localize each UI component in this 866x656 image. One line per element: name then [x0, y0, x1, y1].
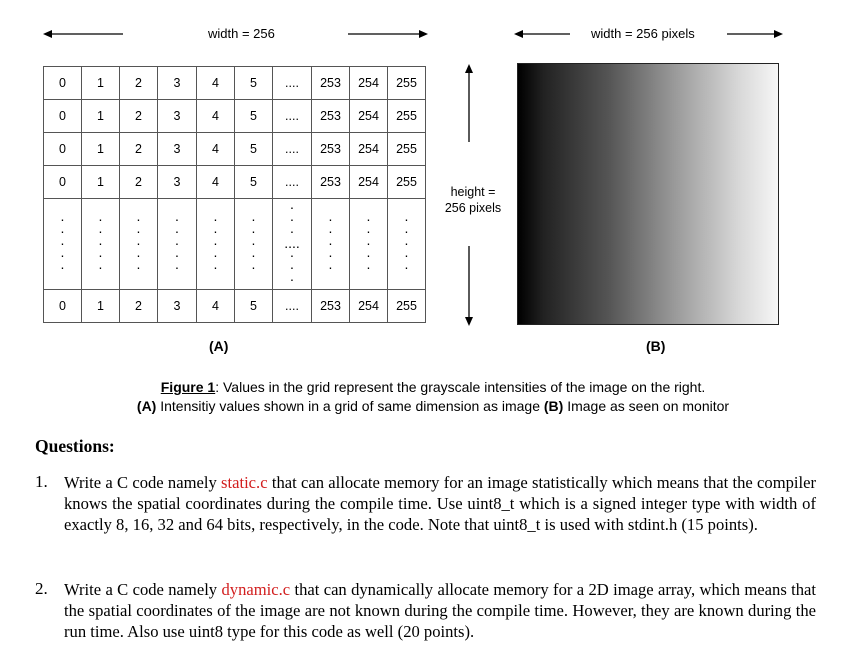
grid-cell: 3: [158, 100, 197, 133]
grid-cell: 1: [82, 133, 120, 166]
grid-cell: 5: [235, 67, 273, 100]
up-arrow-icon: [463, 64, 475, 147]
grid-cell: 2: [120, 67, 158, 100]
grid-cell: 5: [235, 290, 273, 323]
caption-text: Image as seen on monitor: [563, 398, 730, 414]
grid-cell: 255: [388, 67, 426, 100]
grid-cell: ....: [273, 166, 312, 199]
ellipsis-row: [44, 199, 426, 290]
grid-cell: 2: [120, 290, 158, 323]
grid-cell: 3: [158, 133, 197, 166]
question-text: Write a C code namely: [64, 473, 222, 492]
caption-label-b: (B): [543, 398, 564, 414]
grid-cell: 254: [350, 290, 388, 323]
filename-highlight: static.c: [221, 473, 268, 492]
grid-cell: 253: [312, 133, 350, 166]
table-row: [44, 67, 426, 100]
grid-cell: 3: [158, 67, 197, 100]
right-arrow-icon: [348, 28, 428, 40]
question-2-text: [64, 579, 816, 642]
figure-caption-title: Figure 1: [160, 379, 216, 395]
ellipsis-cell: · · · · ·: [44, 199, 82, 290]
question-number: 2.: [35, 579, 48, 598]
grid-cell: 5: [235, 100, 273, 133]
panel-a-label: (A): [209, 338, 229, 354]
grid-cell: 255: [388, 133, 426, 166]
filename-highlight: dynamic.c: [221, 580, 291, 599]
ellipsis-cell: · · · · ·: [312, 199, 350, 290]
table-row: [44, 166, 426, 199]
grid-cell: 0: [44, 166, 82, 199]
figure-caption-line1: [0, 379, 866, 395]
ellipsis-cell: · · · · ·: [158, 199, 197, 290]
question-1-text: [64, 472, 816, 535]
grid-cell: 4: [197, 166, 235, 199]
grid-cell: 0: [44, 100, 82, 133]
table-row: [44, 133, 426, 166]
grid-cell: ....: [273, 100, 312, 133]
grid-cell: 253: [312, 67, 350, 100]
ellipsis-cell: · · · · ·: [82, 199, 120, 290]
grid-cell: 4: [197, 67, 235, 100]
caption-label-a: (A): [136, 398, 157, 414]
grid-cell: 253: [312, 100, 350, 133]
grid-cell: 254: [350, 100, 388, 133]
ellipsis-cell: · · · .... · · ·: [273, 199, 312, 290]
grid-cell: 0: [44, 67, 82, 100]
ellipsis-cell: · · · · ·: [197, 199, 235, 290]
intensity-grid: [43, 66, 426, 323]
ellipsis-cell: · · · · ·: [235, 199, 273, 290]
grid-cell: 255: [388, 290, 426, 323]
grid-cell: 253: [312, 290, 350, 323]
grid-cell: 3: [158, 290, 197, 323]
grid-width-label: width = 256: [208, 26, 275, 41]
height-label-line1: height =: [450, 185, 496, 199]
grid-cell: 1: [82, 67, 120, 100]
question-text: that can dynamically allocate memory for a 2D image array, which means that the spatial coordinates of the image are not known during the compile time. However, they are known during the run time. Also use uint8 type for this code as well (20 points).: [64, 580, 817, 641]
grid-cell: ....: [273, 133, 312, 166]
left-arrow-icon: [43, 28, 123, 40]
left-arrow-icon: [514, 28, 570, 40]
right-arrow-icon: [727, 28, 783, 40]
grayscale-gradient-image: [517, 63, 779, 325]
grid-cell: 255: [388, 100, 426, 133]
image-width-label: width = 256 pixels: [591, 26, 695, 41]
question-number: 1.: [35, 472, 48, 491]
grid-cell: 1: [82, 166, 120, 199]
question-text: that can allocate memory for an image statistically which means that the compiler knows the spatial coordinates during the compile time. Use uint8_t which is a signed integer type with width of exactly 8, 16, 32 and 64 bits, respectively, in the code. Note that uint8_t is used with stdint.h (15 points).: [64, 473, 817, 534]
grid-cell: 3: [158, 166, 197, 199]
questions-heading: Questions:: [35, 436, 115, 456]
grid-cell: 5: [235, 133, 273, 166]
question-text: Write a C code namely: [64, 580, 222, 599]
grid-cell: 1: [82, 100, 120, 133]
grid-cell: 2: [120, 133, 158, 166]
grid-cell: 2: [120, 166, 158, 199]
grid-cell: 254: [350, 67, 388, 100]
ellipsis-cell: · · · · ·: [350, 199, 388, 290]
grid-cell: 4: [197, 290, 235, 323]
panel-b-label: (B): [646, 338, 666, 354]
grid-cell: 2: [120, 100, 158, 133]
grid-cell: 0: [44, 133, 82, 166]
grid-cell: 254: [350, 166, 388, 199]
grid-cell: 4: [197, 100, 235, 133]
ellipsis-cell: · · · · ·: [388, 199, 426, 290]
height-label: [438, 184, 508, 216]
grid-cell: 255: [388, 166, 426, 199]
table-row: [44, 100, 426, 133]
caption-text: : Values in the grid represent the grayscale intensities of the image on the right.: [215, 379, 706, 395]
table-row: [44, 290, 426, 323]
grid-cell: ....: [273, 67, 312, 100]
grid-cell: 254: [350, 133, 388, 166]
grid-cell: 0: [44, 290, 82, 323]
grid-cell: 253: [312, 166, 350, 199]
grid-cell: 1: [82, 290, 120, 323]
height-label-line2: 256 pixels: [444, 201, 502, 215]
ellipsis-cell: · · · · ·: [120, 199, 158, 290]
down-arrow-icon: [463, 246, 475, 331]
caption-text: Intensitiy values shown in a grid of same dimension as image: [156, 398, 544, 414]
grid-cell: 4: [197, 133, 235, 166]
figure-caption-line2: [0, 398, 866, 414]
grid-cell: 5: [235, 166, 273, 199]
grid-cell: ....: [273, 290, 312, 323]
